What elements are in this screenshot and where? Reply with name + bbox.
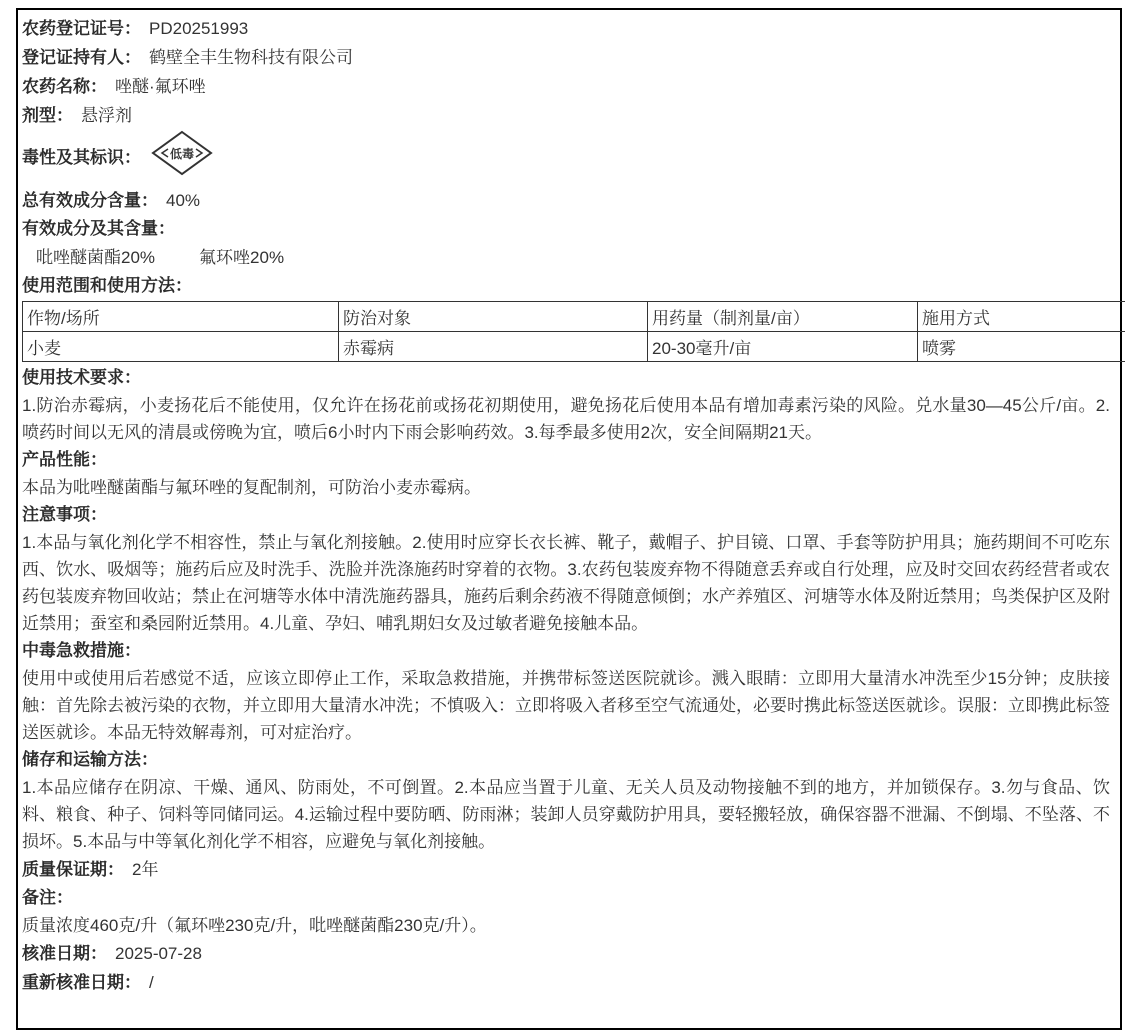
field-registration-number: [22, 14, 1114, 43]
ingredient-item: 吡唑醚菌酯20%: [36, 248, 156, 267]
field-value: 鹤壁全丰生物科技有限公司: [149, 48, 353, 67]
section-technical-requirements-heading: 使用技术要求：: [22, 368, 141, 387]
section-active-ingredients-heading: 有效成分及其含量：: [22, 219, 175, 238]
field-label: 剂型：: [22, 106, 73, 125]
field-label: 总有效成分含量：: [22, 191, 158, 210]
section-storage-transport-heading: 储存和运输方法：: [22, 750, 158, 769]
field-label: 重新核准日期：: [22, 973, 141, 992]
section-usage-scope-heading: 使用范围和使用方法：: [22, 276, 192, 295]
usage-table-header-target: 防治对象: [339, 302, 648, 332]
section-first-aid-heading: 中毒急救措施：: [22, 641, 141, 660]
usage-table-header-method: 施用方式: [918, 302, 1125, 332]
field-label: 毒性及其标识：: [22, 147, 141, 167]
active-ingredients-line: [22, 243, 1114, 272]
usage-table-header-crop: 作物/场所: [23, 302, 339, 332]
ingredient-item: 氟环唑20%: [199, 248, 285, 267]
field-warranty-period: [22, 855, 1114, 884]
field-total-active-content: [22, 186, 1114, 215]
section-remarks-heading: 备注：: [22, 888, 73, 907]
field-label: 农药登记证号：: [22, 19, 141, 38]
field-reapproval-date: [22, 968, 1114, 997]
precautions-text: 1.本品与氧化剂化学不相容性，禁止与氧化剂接触。2.使用时应穿长衣长裤、靴子，戴帽子、护目镜、口罩、手套等防护用具；施药期间不可吃东西、饮水、吸烟等；施药后应及时洗手、洗脸并洗涤施药时穿着的衣物。3.农药包装废弃物不得随意丢弃或自行处理，应及时交回农药经营者或农药包装废弃物回收站；禁止在河塘等水体中清洗施药器具，施药后剩余药液不得随意倾倒；水产养殖区、河塘等水体及附近禁用；鸟类保护区及附近禁用；蚕室和桑园附近禁用。4.儿童、孕妇、哺乳期妇女及过敏者避免接触本品。: [22, 533, 1110, 633]
section-precautions-heading: 注意事项：: [22, 505, 107, 524]
field-value: 唑醚·氟环唑: [115, 77, 206, 96]
low-toxicity-diamond-icon: [151, 130, 213, 181]
product-performance-text: 本品为吡唑醚菌酯与氟环唑的复配制剂，可防治小麦赤霉病。: [22, 478, 481, 497]
first-aid-text: 使用中或使用后若感觉不适，应该立即停止工作，采取急救措施，并携带标签送医院就诊。溅入眼睛：立即用大量清水冲洗至少15分钟；皮肤接触：首先除去被污染的衣物，并立即用大量清水冲洗；不慎吸入：立即将吸入者移至空气流通处，必要时携此标签送医就诊。误服：立即携此标签送医就诊。本品无特效解毒剂，可对症治疗。: [22, 669, 1110, 742]
technical-requirements-text: 1.防治赤霉病，小麦扬花后不能使用，仅允许在扬花前或扬花初期使用，避免扬花后使用本品有增加毒素污染的风险。兑水量30—45公斤/亩。2.喷药时间以无风的清晨或傍晚为宜，喷后6小时内下雨会影响药效。3.每季最多使用2次，安全间隔期21天。: [22, 396, 1110, 442]
field-certificate-holder: [22, 43, 1114, 72]
field-value: 悬浮剂: [81, 106, 132, 125]
field-pesticide-name: [22, 72, 1114, 101]
field-label: 质量保证期：: [22, 860, 124, 879]
usage-table-header-dosage: 用药量（制剂量/亩）: [648, 302, 918, 332]
usage-table: [22, 301, 1125, 362]
usage-cell-method: 喷雾: [918, 332, 1125, 362]
usage-table-header-row: [23, 302, 1125, 332]
usage-cell-target: 赤霉病: [339, 332, 648, 362]
usage-cell-crop: 小麦: [23, 332, 339, 362]
field-value: PD20251993: [149, 19, 249, 38]
usage-table-row: [23, 332, 1125, 362]
section-product-performance-heading: 产品性能：: [22, 450, 107, 469]
field-label: 农药名称：: [22, 77, 107, 96]
field-formulation: [22, 101, 1114, 130]
field-value: 2年: [132, 860, 159, 879]
storage-transport-text: 1.本品应储存在阴凉、干燥、通风、防雨处，不可倒置。2.本品应当置于儿童、无关人员及动物接触不到的地方，并加锁保存。3.勿与食品、饮料、粮食、种子、饲料等同储同运。4.运输过程中要防晒、防雨淋；装卸人员穿戴防护用具，要轻搬轻放，确保容器不泄漏、不倒塌、不坠落、不损坏。5.本品与中等氧化剂化学不相容，应避免与氧化剂接触。: [22, 778, 1110, 851]
field-value: /: [149, 973, 154, 992]
field-label: 核准日期：: [22, 944, 107, 963]
field-value: 40%: [166, 191, 201, 210]
field-toxicity: [22, 130, 1114, 180]
usage-cell-dosage: 20-30毫升/亩: [648, 332, 918, 362]
remarks-text: 质量浓度460克/升（氟环唑230克/升，吡唑醚菌酯230克/升）。: [22, 916, 487, 935]
field-approval-date: [22, 939, 1114, 968]
pesticide-registration-document: [16, 8, 1122, 1030]
field-label: 登记证持有人：: [22, 48, 141, 67]
field-value: 2025-07-28: [115, 944, 202, 963]
low-toxicity-text: 低毒: [169, 146, 195, 161]
